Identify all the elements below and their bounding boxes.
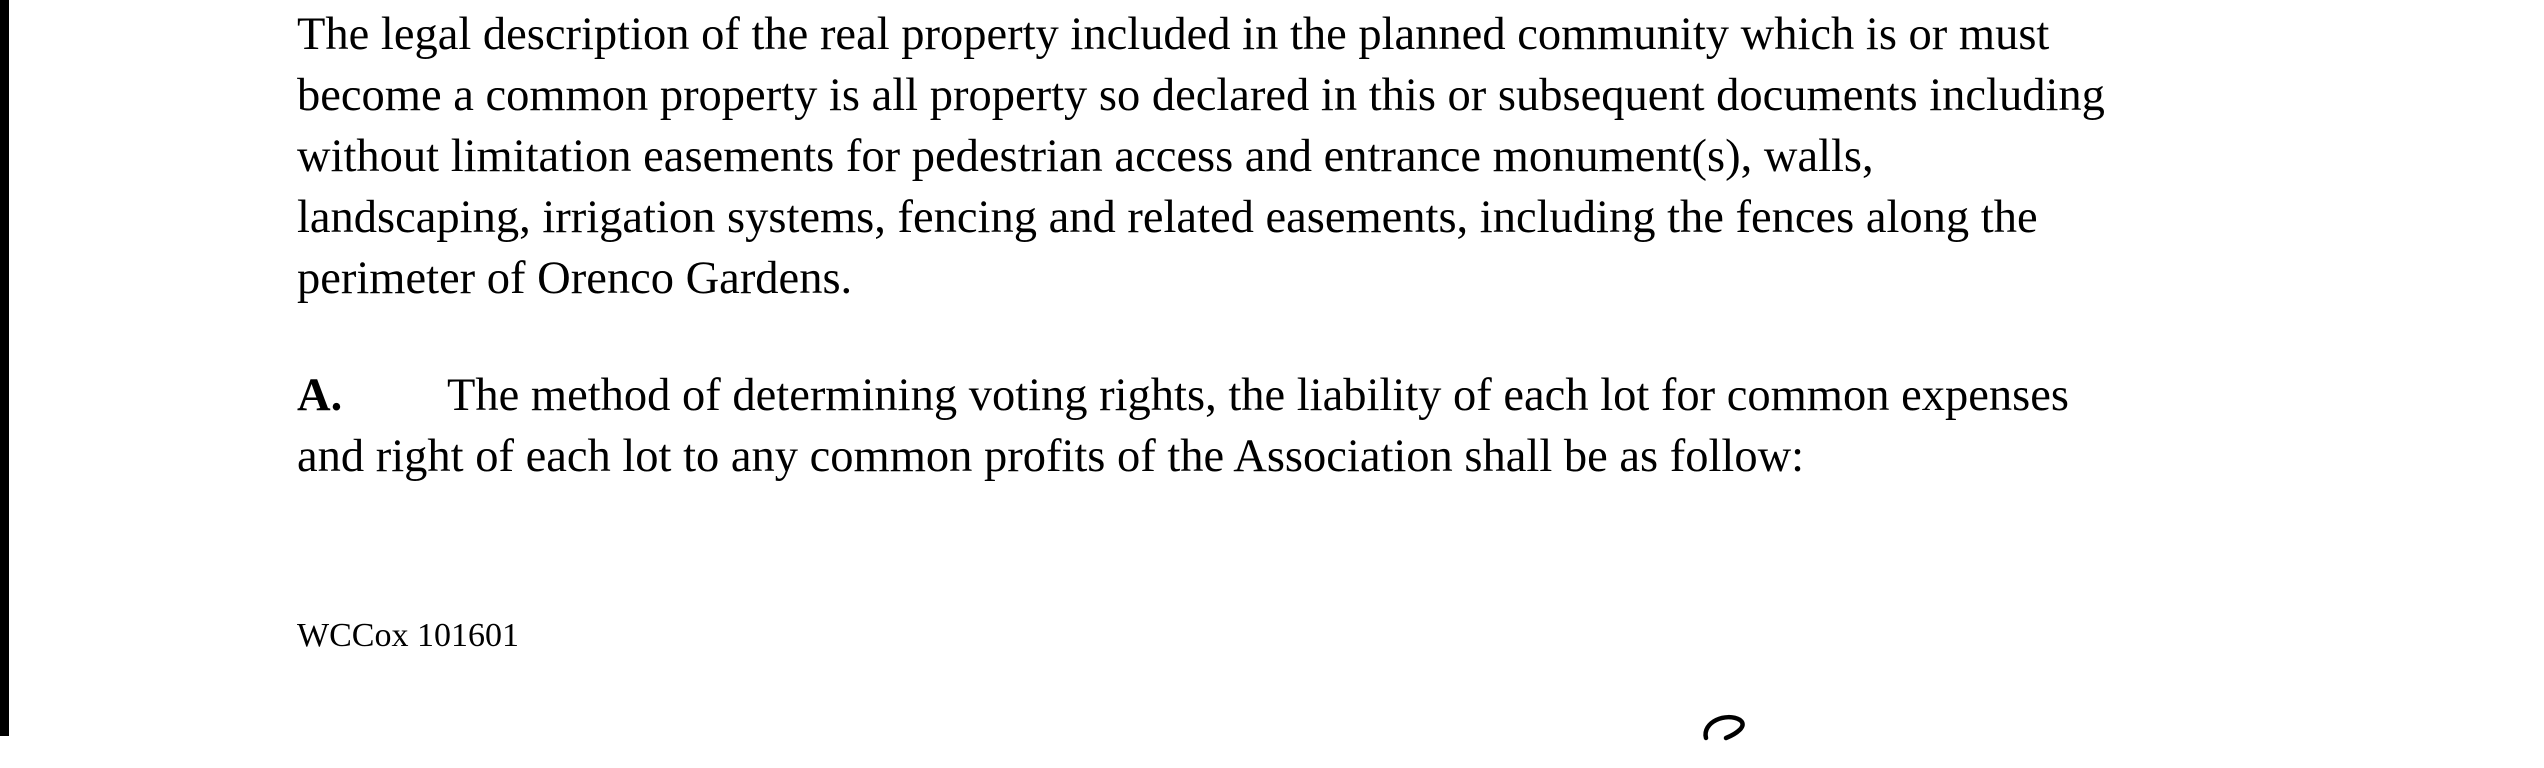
- paragraph-line-text: The method of determining voting rights, the liability of each lot for common expenses: [447, 370, 2069, 421]
- paragraph-line: The legal description of the real property included in the planned community which is or must: [297, 9, 2050, 60]
- section-letter: A.: [297, 370, 343, 421]
- paragraph-line: landscaping, irrigation systems, fencing and related easements, including the fences along the: [297, 192, 2038, 243]
- paragraph-line: without limitation easements for pedestrian access and entrance monument(s), walls,: [297, 131, 1874, 182]
- paragraph-line: [297, 365, 2297, 426]
- paragraph-line: and right of each lot to any common profits of the Association shall be as follow:: [297, 431, 1805, 482]
- scan-edge-border: [0, 0, 9, 736]
- handwritten-page-mark: [1692, 708, 1752, 768]
- voting-rights-paragraph: [297, 365, 2297, 487]
- footer-document-code: WCCox 101601: [297, 617, 519, 654]
- paragraph-line: become a common property is all property so declared in this or subsequent documents including: [297, 70, 2105, 121]
- paragraph-line: perimeter of Orenco Gardens.: [297, 253, 853, 304]
- common-property-paragraph: [297, 4, 2297, 309]
